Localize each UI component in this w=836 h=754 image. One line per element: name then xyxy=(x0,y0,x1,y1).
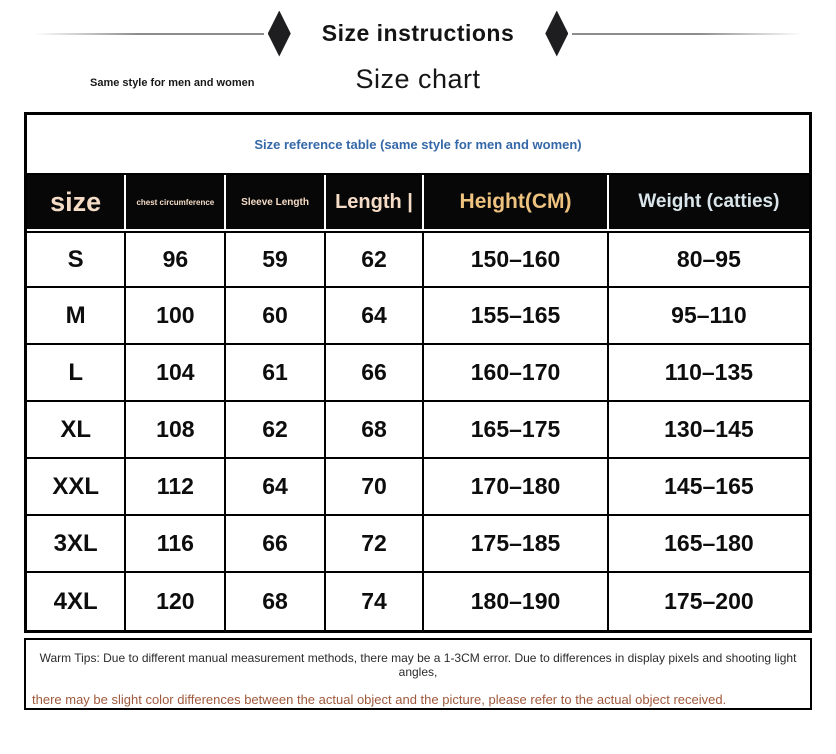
cell-length: 72 xyxy=(326,516,425,573)
cell-chest: 100 xyxy=(126,288,226,345)
warm-tips-line2: there may be slight color differences between the actual object and the picture, please refer to the actual object received. xyxy=(32,692,727,707)
section-title: Size instructions xyxy=(321,20,515,46)
column-header-length: Length | xyxy=(326,175,425,231)
cell-length: 68 xyxy=(326,402,425,459)
column-header-height: Height(CM) xyxy=(424,175,609,231)
cell-size: XL xyxy=(27,402,126,459)
cell-weight: 165–180 xyxy=(609,516,809,573)
cell-chest: 96 xyxy=(126,231,226,288)
cell-height: 175–185 xyxy=(424,516,609,573)
cell-height: 180–190 xyxy=(424,573,609,630)
cell-height: 170–180 xyxy=(424,459,609,516)
table-row-3xl xyxy=(27,516,809,573)
warm-tips-line1: Warm Tips: Due to different manual measurement methods, there may be a 1-3CM error. Due to differences in display pixels and shooting light angles, xyxy=(39,651,797,679)
cell-height: 165–175 xyxy=(424,402,609,459)
cell-sleeve: 60 xyxy=(226,288,325,345)
size-chart-page xyxy=(0,10,836,710)
cell-weight: 110–135 xyxy=(609,345,809,402)
table-row-xxl xyxy=(27,459,809,516)
column-header-sleeve-length: Sleeve Length xyxy=(226,175,325,231)
divider-line-left xyxy=(34,33,264,35)
cell-sleeve: 68 xyxy=(226,573,325,630)
cell-length: 62 xyxy=(326,231,425,288)
cell-sleeve: 61 xyxy=(226,345,325,402)
table-row-l xyxy=(27,345,809,402)
size-chart-title: Size chart xyxy=(355,64,481,94)
cell-length: 74 xyxy=(326,573,425,630)
left-note: Same style for men and women xyxy=(90,77,255,89)
diamond-icon-left xyxy=(268,11,291,57)
table-row-m xyxy=(27,288,809,345)
divider-line-right xyxy=(572,33,802,35)
cell-sleeve: 64 xyxy=(226,459,325,516)
cell-chest: 104 xyxy=(126,345,226,402)
cell-chest: 112 xyxy=(126,459,226,516)
cell-sleeve: 59 xyxy=(226,231,325,288)
cell-length: 64 xyxy=(326,288,425,345)
warm-tips-box xyxy=(24,638,812,710)
cell-size: L xyxy=(27,345,126,402)
column-header-chest-circumference: chest circumference xyxy=(126,175,226,231)
cell-size: S xyxy=(27,231,126,288)
table-row-4xl xyxy=(27,573,809,630)
table-row-xl xyxy=(27,402,809,459)
cell-sleeve: 66 xyxy=(226,516,325,573)
cell-weight: 130–145 xyxy=(609,402,809,459)
cell-height: 160–170 xyxy=(424,345,609,402)
cell-size: M xyxy=(27,288,126,345)
cell-size: XXL xyxy=(27,459,126,516)
cell-size: 4XL xyxy=(27,573,126,630)
size-table xyxy=(24,112,812,633)
table-row-s xyxy=(27,231,809,288)
column-header-size: size xyxy=(27,175,126,231)
cell-chest: 108 xyxy=(126,402,226,459)
section-header xyxy=(0,10,836,57)
table-header-row xyxy=(27,175,809,231)
cell-size: 3XL xyxy=(27,516,126,573)
cell-weight: 80–95 xyxy=(609,231,809,288)
column-header-weight: Weight (catties) xyxy=(609,175,809,231)
table-caption-row xyxy=(27,115,809,175)
cell-height: 150–160 xyxy=(424,231,609,288)
cell-height: 155–165 xyxy=(424,288,609,345)
diamond-icon-right xyxy=(545,11,568,57)
cell-length: 66 xyxy=(326,345,425,402)
cell-chest: 116 xyxy=(126,516,226,573)
cell-chest: 120 xyxy=(126,573,226,630)
cell-weight: 145–165 xyxy=(609,459,809,516)
cell-weight: 95–110 xyxy=(609,288,809,345)
table-caption: Size reference table (same style for men and women) xyxy=(27,115,809,175)
cell-weight: 175–200 xyxy=(664,588,754,614)
cell-sleeve: 62 xyxy=(226,402,325,459)
cell-length: 70 xyxy=(326,459,425,516)
